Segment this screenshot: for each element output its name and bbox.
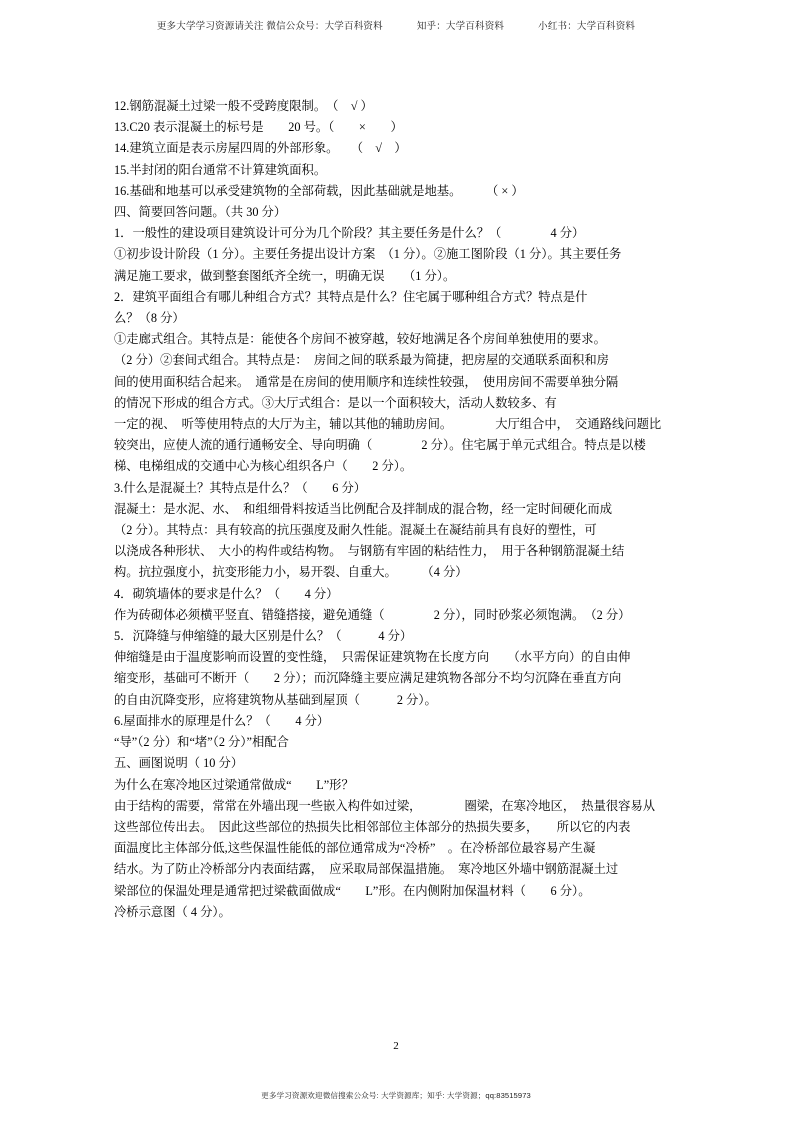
header-item-zhihu: 知乎：大学百科资料 (416, 21, 505, 32)
header-item-xiaohongshu: 小红书：大学百科资料 (538, 21, 636, 32)
document-line: 3.什么是混凝土？其特点是什么？（ 6 分） (114, 480, 367, 495)
document-line: 以浇成各种形状、 大小的构件或结构物。 与钢筋有牢固的粘结性力， 用于各种钢筋混凝土结 (114, 544, 625, 559)
document-line: 4．砌筑墙体的要求是什么？（ 4 分） (114, 586, 339, 601)
section-heading-drawing: 五、画图说明（ 10 分） (114, 756, 244, 771)
document-line: 冷桥示意图（ 4 分）。 (114, 904, 231, 919)
document-line: 的自由沉降变形，应将建筑物从基础到屋顶（ 2 分）。 (114, 692, 437, 707)
document-line: 的情况下形成的组合方式。③大厅式组合：是以一个面积较大，活动人数较多、有 (114, 395, 557, 410)
document-line: 13.C20 表示混凝土的标号是 20 号。（ × ） (114, 120, 403, 135)
document-line: 较突出，应使人流的通行通畅安全、导向明确（ 2 分）。住宅属于单元式组合。特点是以楼 (114, 438, 646, 453)
document-line: 混凝土：是水泥、水、 和组细骨料按适当比例配合及拌制成的混合物，经一定时间硬化而成 (114, 501, 613, 516)
document-line: （2 分）。其特点：具有较高的抗压强度及耐久性能。混凝土在凝结前具有良好的塑性，可 (114, 523, 597, 538)
document-line: 构。抗拉强度小，抗变形能力小，易开裂、自重大。 （4 分） (114, 565, 468, 580)
header-item-public-account: 更多大学学习资源请关注 微信公众号：大学百科资料 (156, 21, 383, 32)
document-line: 5．沉降缝与伸缩缝的最大区别是什么？（ 4 分） (114, 629, 413, 644)
document-line: 6.屋面排水的原理是什么？（ 4 分） (114, 713, 330, 728)
document-line: 么？（8 分） (114, 311, 185, 326)
document-line: ①走廊式组合。其特点是：能使各个房间不被穿越，较好地满足各个房间单独使用的要求。 (114, 332, 606, 347)
footer-text: 更多学习资源欢迎微信搜索公众号: 大学资源库；知乎: 大学资源；qq:83515973 (261, 1091, 531, 1100)
header-banner (0, 18, 792, 32)
page-number: 2 (393, 1040, 399, 1052)
document-line: 这些部位传出去。 因此这些部位的热损失比相邻部位主体部分的热损失要多， 所以它的内表 (114, 819, 631, 834)
document-line: 1．一般性的建设项目建筑设计可分为几个阶段？其主要任务是什么？（ 4 分） (114, 226, 585, 241)
document-line: ①初步设计阶段（1 分）。主要任务提出设计方案 （1 分）。②施工图阶段（1 分）。其主要任务 (114, 247, 622, 262)
document-line: “导”（2 分）和“堵”（2 分）”相配合 (114, 735, 289, 750)
document-line: 15.半封闭的阳台通常不计算建筑面积。 (114, 162, 327, 177)
document-line: 16.基础和地基可以承受建筑物的全部荷载，因此基础就是地基。 （ × ） (114, 183, 524, 198)
document-line: （2 分）②套间式组合。其特点是： 房间之间的联系最为简捷，把房屋的交通联系面积和房 (114, 353, 609, 368)
document-line: 结水。为了防止冷桥部分内表面结露， 应采取局部保温措施。 寒冷地区外墙中钢筋混凝土过 (114, 862, 619, 877)
document-line: 作为砖砌体必须横平竖直、错缝搭接，避免通缝（ 2 分），同时砂浆必须饱满。 （2 分） (114, 607, 631, 622)
document-line: 面温度比主体部分低,这些保温性能低的部位通常成为“冷桥” 。在冷桥部位最容易产生凝 (114, 841, 596, 856)
document-line: 为什么在寒冷地区过梁通常做成“ L”形？ (114, 777, 354, 792)
document-line: 间的使用面积结合起来。 通常是在房间的使用顺序和连续性较强， 使用房间不需要单独分隔 (114, 374, 619, 389)
document-line: 12.钢筋混凝土过梁一般不受跨度限制。 （ √ ） (114, 99, 373, 113)
document-line: 2．建筑平面组合有哪儿种组合方式？其特点是什么？住宅属于哪种组合方式？特点是什 (114, 289, 588, 304)
document-line: 梁部位的保温处理是通常把过梁截面做成“ L”形。在内侧附加保温材料（ 6 分）。 (114, 883, 591, 898)
document-line: 一定的视、 听等使用特点的大厅为主，辅以其他的辅助房间。 大厅组合中， 交通路线问题比 (114, 417, 662, 432)
document-line: 满足施工要求，做到整套图纸齐全统一，明确无误 （1 分）。 (114, 268, 456, 283)
document-line: 由于结构的需要，常常在外墙出现一些嵌入构件如过梁， 圈梁，在寒冷地区， 热量很容易从 (114, 798, 656, 813)
document-line: 梯、电梯组成的交通中心为核心组织各户（ 2 分）。 (114, 459, 413, 474)
document-line: 14.建筑立面是表示房屋四周的外部形象。 （ √ ） (114, 141, 407, 156)
document-line: 缩变形，基础可不断开（ 2 分）；而沉降缝主要应满足建筑物各部分不均匀沉降在垂直方向 (114, 671, 622, 686)
section-heading-short-answer: 四、简要回答问题。（共 30 分） (114, 205, 287, 220)
document-line: 伸缩缝是由于温度影响而设置的变性缝， 只需保证建筑物在长度方向 （水平方向）的自由伸 (114, 650, 631, 665)
document-body (114, 96, 682, 923)
